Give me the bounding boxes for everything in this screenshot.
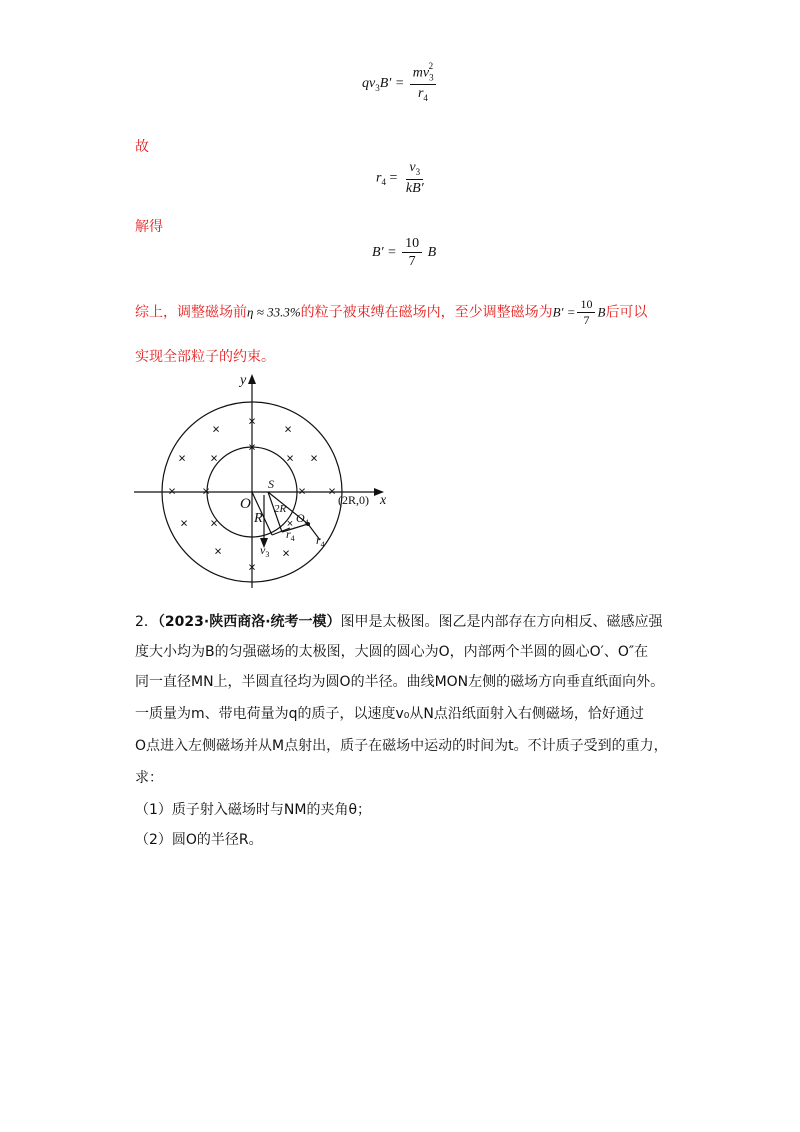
cross: × <box>284 421 292 437</box>
cross: × <box>248 559 256 575</box>
cross: × <box>248 413 256 429</box>
cross: × <box>178 450 186 466</box>
origin-label: O <box>240 496 251 512</box>
problem-2-line-1: 2．（2023·陕西商洛·统考一模）图甲是太极图。图乙是内部存在方向相反、磁感应强 <box>135 614 663 630</box>
x-label: x <box>380 493 387 508</box>
question-2: （2）圆O的半径R。 <box>135 832 263 848</box>
cross: × <box>328 483 336 499</box>
y-axis-arrow <box>248 374 256 384</box>
equation-lorentz-force: $qv_3B'$ = $\frac{mv_3^2}{r_4}$ <box>362 64 438 104</box>
cross: × <box>298 483 306 499</box>
cross: × <box>286 450 294 466</box>
cross: × <box>210 515 218 531</box>
problem-2-line-4: 一质量为m、带电荷量为q的质子，以速度v₀从N点沿纸面射入右侧磁场，恰好通过 <box>135 706 644 722</box>
text-jiede: 解得 <box>135 219 163 235</box>
cross: × <box>212 421 220 437</box>
problem-2-line-3: 同一直径MN上，半圆直径均为圆O的半径。曲线MON左侧的磁场方向垂直纸面向外。 <box>135 674 665 690</box>
magnetic-field-figure <box>130 370 400 590</box>
cross: × <box>180 515 188 531</box>
s-label: S <box>268 477 274 491</box>
summary-line-2: 实现全部粒子的约束。 <box>135 349 275 365</box>
cross: × <box>210 450 218 466</box>
v3-label: $v_3$ <box>260 543 270 559</box>
problem-2-line-5: O点进入左侧磁场并从M点射出，质子在磁场中运动的时间为t。不计质子受到的重力， <box>135 738 668 754</box>
equation-radius: $r_4$ = $\frac{v_3}{kB'}$ <box>376 160 424 196</box>
question-1: （1）质子射入磁场时与NM的夹角θ； <box>135 802 372 818</box>
cross: × <box>248 439 256 455</box>
point-2r-label: (2R,0) <box>338 493 369 507</box>
cross: × <box>286 517 294 530</box>
cross: × <box>282 545 290 561</box>
equation-b-prime: B′ = $\frac{10}{7}$ B <box>372 236 437 270</box>
summary-line-1: 综上，调整磁场前η ≈ 33.3%的粒子被束缚在磁场内，至少调整磁场为B′ = $\frac{10}{7}$ B后可以 <box>135 297 648 328</box>
r-label: R <box>254 511 263 526</box>
cross: × <box>168 483 176 499</box>
cross: × <box>310 450 318 466</box>
text-gu: 故 <box>135 139 149 155</box>
r4-label-a: $r_4$ <box>286 527 295 543</box>
2r-label: 2R <box>274 503 287 515</box>
y-label: y <box>240 373 247 388</box>
cross: × <box>202 483 210 499</box>
o4-label: $O_4$ <box>296 511 309 527</box>
problem-2-line-2: 度大小均为B的匀强磁场的太极图，大圆的圆心为O，内部两个半圆的圆心O′、O″在 <box>135 644 649 660</box>
cross: × <box>214 543 222 559</box>
problem-2-line-6: 求： <box>135 770 163 786</box>
r4-label-b: $r_4$ <box>316 533 325 549</box>
